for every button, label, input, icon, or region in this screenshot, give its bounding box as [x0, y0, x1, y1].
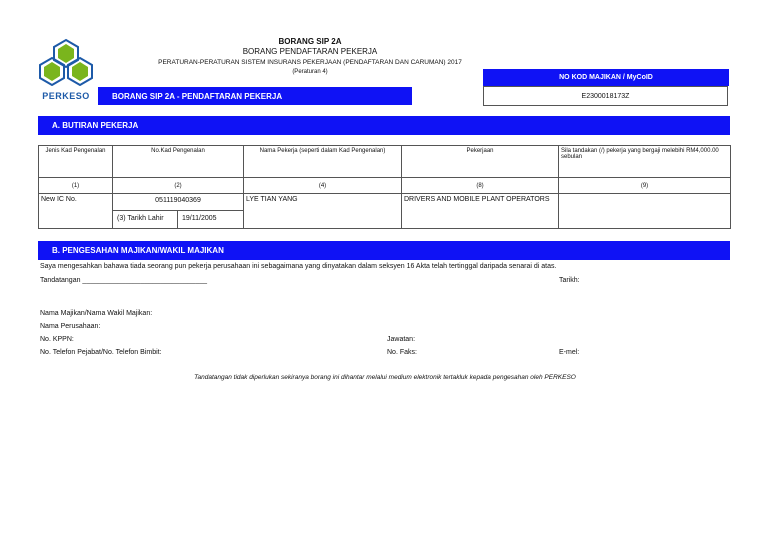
- employer-code-value-box: [483, 86, 728, 106]
- employer-code-value: E2300018173Z: [581, 93, 630, 100]
- section-a-bar: A. BUTIRAN PEKERJA: [38, 116, 730, 135]
- dob-label: (3) Tarikh Lahir: [117, 215, 164, 222]
- regulation-sub: (Peraturan 4): [292, 69, 328, 75]
- table-number-row: [39, 178, 731, 194]
- signature-field[interactable]: Tandatangan ________________________________: [40, 277, 208, 284]
- employer-code-label: NO KOD MAJIKAN / MyCoID: [483, 69, 729, 86]
- col-number-9: (9): [640, 182, 649, 189]
- section-b-bar: B. PENGESAHAN MAJIKAN/WAKIL MAJIKAN: [38, 241, 730, 260]
- perkeso-logo-icon: [38, 38, 94, 86]
- header-salary-note: Sila tandakan (/) pekerja yang bergaji melebihi RM4,000.00 sebulan: [561, 148, 719, 160]
- company-name-field[interactable]: Nama Perusahaan:: [40, 323, 101, 330]
- col-number-1: (1): [71, 182, 80, 189]
- form-name: BORANG PENDAFTARAN PEKERJA: [242, 47, 378, 56]
- row-job: DRIVERS AND MOBILE PLANT OPERATORS: [404, 196, 550, 203]
- dob-value: 19/11/2005: [182, 215, 217, 222]
- date-field[interactable]: Tarikh:: [559, 277, 580, 284]
- declaration-text: Saya mengesahkan bahawa tiada seorang pun pekerja perusahaan ini sebagaimana yang dinyatakan dalam seksyen 16 Akta telah tertinggal daripada senarai di atas.: [40, 263, 557, 270]
- row-id-type: New IC No.: [41, 196, 77, 203]
- regulation-title: PERATURAN-PERATURAN SISTEM INSURANS PEKERJAAN (PENDAFTARAN DAN CARUMAN) 2017: [158, 59, 462, 66]
- table-header-row: [39, 146, 731, 178]
- form-code: BORANG SIP 2A: [278, 37, 342, 46]
- logo-text: PERKESO: [42, 91, 90, 101]
- employee-table: [38, 145, 731, 229]
- table-row: [39, 194, 731, 229]
- col-number-8: (8): [476, 182, 484, 189]
- header-id-type: Jenis Kad Pengenalan: [45, 148, 106, 154]
- email-field[interactable]: E-mel:: [559, 349, 580, 356]
- row-name: LYE TIAN YANG: [246, 196, 298, 203]
- kppn-field[interactable]: No. KPPN:: [40, 336, 74, 343]
- header-name: Nama Pekerja (seperti dalam Kad Pengenalan): [259, 148, 386, 154]
- col-number-2: (2): [174, 182, 182, 189]
- header-id-no: No.Kad Pengenalan: [151, 148, 205, 154]
- footer-note: Tandatangan tidak diperlukan sekiranya borang ini dihantar melalui medium elektronik tertakluk kepada pengesahan oleh PERKESO: [194, 374, 576, 381]
- header-job: Pekerjaan: [466, 148, 494, 154]
- phone-field[interactable]: No. Telefon Pejabat/No. Telefon Bimbit:: [40, 349, 162, 356]
- form-title-bar: BORANG SIP 2A - PENDAFTARAN PEKERJA: [98, 87, 412, 105]
- row-id-no: 051119040369: [155, 197, 201, 204]
- position-field[interactable]: Jawatan:: [387, 336, 416, 343]
- fax-field[interactable]: No. Faks:: [387, 349, 417, 356]
- employer-name-field[interactable]: Nama Majikan/Nama Wakil Majikan:: [40, 310, 153, 317]
- col-number-4: (4): [318, 182, 327, 189]
- perkeso-logo: [38, 38, 94, 101]
